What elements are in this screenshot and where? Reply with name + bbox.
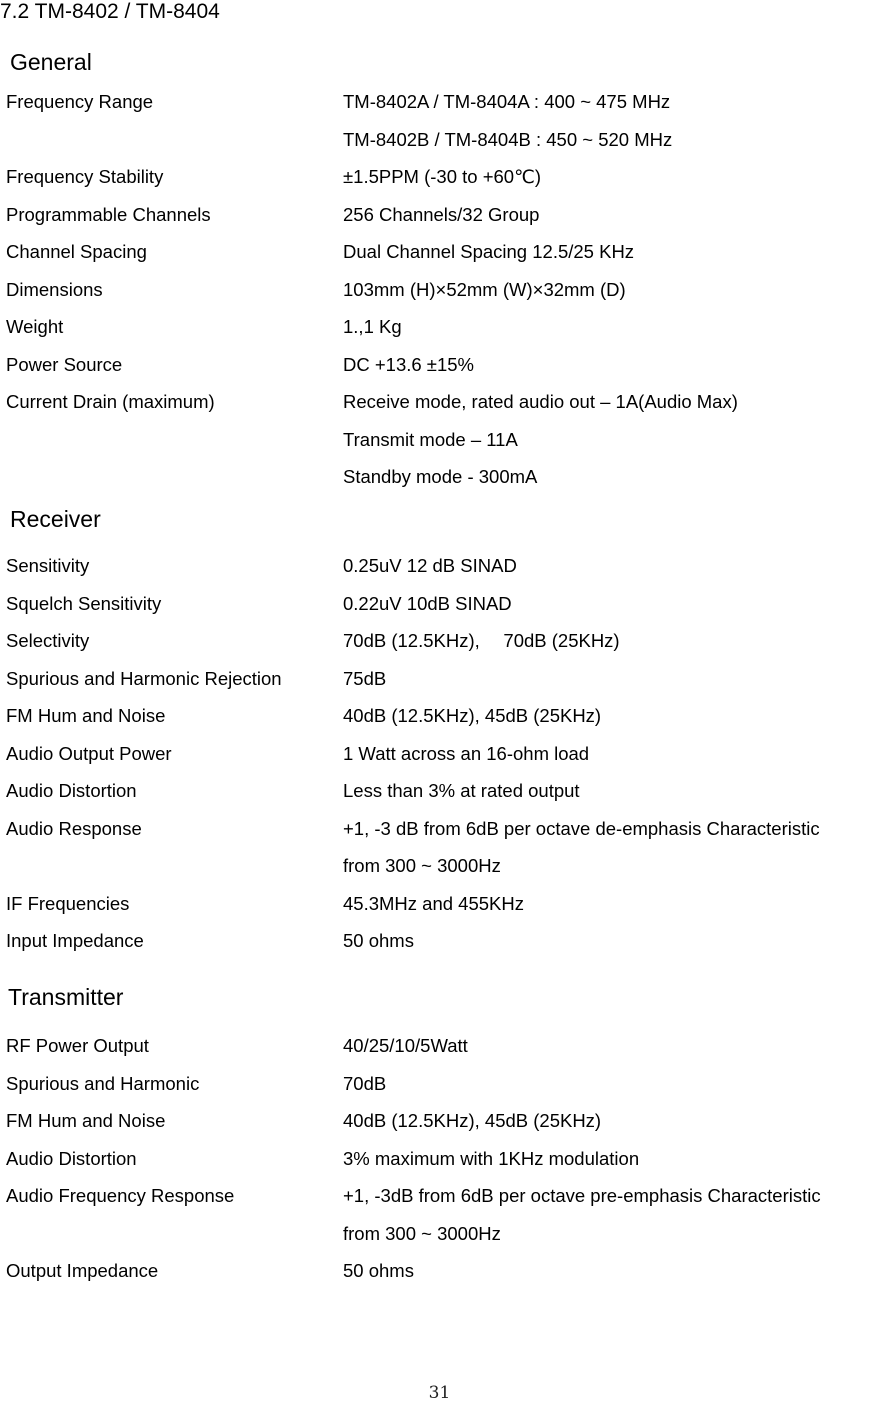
spec-value-if-frequencies: 45.3MHz and 455KHz [343, 893, 524, 914]
spec-value-input-impedance: 50 ohms [343, 930, 414, 951]
spec-value-programmable-channels: 256 Channels/32 Group [343, 204, 540, 225]
spec-label-if-frequencies: IF Frequencies [6, 893, 130, 914]
spec-value-current-drain-standby: Standby mode - 300mA [343, 466, 538, 487]
spec-label-spurious-harmonic-rejection: Spurious and Harmonic Rejection [6, 668, 282, 689]
spec-label-rx-fm-hum-noise: FM Hum and Noise [6, 705, 166, 726]
spec-value-tx-audio-distortion: 3% maximum with 1KHz modulation [343, 1148, 640, 1169]
spec-value-frequency-range-b: TM-8402B / TM-8404B : 450 ~ 520 MHz [343, 129, 673, 150]
spec-value-squelch-sensitivity: 0.22uV 10dB SINAD [343, 593, 512, 614]
spec-label-frequency-stability: Frequency Stability [6, 166, 164, 187]
spec-value-spurious-harmonic-rejection: 75dB [343, 668, 387, 689]
spec-value-dimensions: 103mm (H)×52mm (W)×32mm (D) [343, 279, 626, 300]
spec-value-audio-response-line2: from 300 ~ 3000Hz [343, 855, 501, 876]
spec-value-channel-spacing: Dual Channel Spacing 12.5/25 KHz [343, 241, 635, 262]
section-heading-general: General [10, 49, 92, 75]
spec-value-selectivity: 70dB (12.5KHz), 70dB (25KHz) [343, 630, 620, 651]
spec-value-rx-audio-distortion: Less than 3% at rated output [343, 780, 580, 801]
spec-label-audio-output-power: Audio Output Power [6, 743, 172, 764]
spec-label-output-impedance: Output Impedance [6, 1260, 159, 1281]
spec-label-power-source: Power Source [6, 354, 123, 375]
section-heading-receiver: Receiver [10, 506, 101, 532]
spec-value-output-impedance: 50 ohms [343, 1260, 414, 1281]
spec-value-audio-output-power: 1 Watt across an 16-ohm load [343, 743, 590, 764]
spec-value-spurious-harmonic: 70dB [343, 1073, 387, 1094]
spec-value-power-source: DC +13.6 ±15% [343, 354, 474, 375]
spec-value-frequency-stability: ±1.5PPM (-30 to +60℃) [343, 166, 542, 187]
spec-label-current-drain: Current Drain (maximum) [6, 391, 215, 412]
spec-value-weight: 1.,1 Kg [343, 316, 402, 337]
document-title: 7.2 TM-8402 / TM-8404 [0, 0, 220, 23]
spec-label-frequency-range: Frequency Range [6, 91, 154, 112]
spec-value-audio-frequency-response-line2: from 300 ~ 3000Hz [343, 1223, 501, 1244]
spec-label-tx-audio-distortion: Audio Distortion [6, 1148, 137, 1169]
spec-label-squelch-sensitivity: Squelch Sensitivity [6, 593, 162, 614]
spec-value-audio-response-line1: +1, -3 dB from 6dB per octave de-emphasis Characteristic [343, 818, 820, 839]
spec-value-audio-frequency-response-line1: +1, -3dB from 6dB per octave pre-emphasis Characteristic [343, 1185, 821, 1206]
spec-value-rx-fm-hum-noise: 40dB (12.5KHz), 45dB (25KHz) [343, 705, 602, 726]
spec-label-programmable-channels: Programmable Channels [6, 204, 211, 225]
spec-value-rf-power-output: 40/25/10/5Watt [343, 1035, 468, 1056]
spec-label-dimensions: Dimensions [6, 279, 103, 300]
spec-label-channel-spacing: Channel Spacing [6, 241, 147, 262]
spec-label-sensitivity: Sensitivity [6, 555, 90, 576]
spec-label-selectivity: Selectivity [6, 630, 90, 651]
spec-label-spurious-harmonic: Spurious and Harmonic [6, 1073, 200, 1094]
spec-value-sensitivity: 0.25uV 12 dB SINAD [343, 555, 517, 576]
spec-value-current-drain-receive: Receive mode, rated audio out – 1A(Audio Max) [343, 391, 738, 412]
spec-value-tx-fm-hum-noise: 40dB (12.5KHz), 45dB (25KHz) [343, 1110, 602, 1131]
spec-value-current-drain-transmit: Transmit mode – 11A [343, 429, 518, 450]
spec-label-tx-fm-hum-noise: FM Hum and Noise [6, 1110, 166, 1131]
spec-label-rf-power-output: RF Power Output [6, 1035, 149, 1056]
spec-label-audio-frequency-response: Audio Frequency Response [6, 1185, 235, 1206]
page-number: 31 [428, 1383, 451, 1403]
spec-label-weight: Weight [6, 316, 64, 337]
spec-label-rx-audio-distortion: Audio Distortion [6, 780, 137, 801]
spec-label-audio-response: Audio Response [6, 818, 142, 839]
spec-value-frequency-range-a: TM-8402A / TM-8404A : 400 ~ 475 MHz [343, 91, 671, 112]
section-heading-transmitter: Transmitter [8, 984, 124, 1010]
spec-label-input-impedance: Input Impedance [6, 930, 144, 951]
